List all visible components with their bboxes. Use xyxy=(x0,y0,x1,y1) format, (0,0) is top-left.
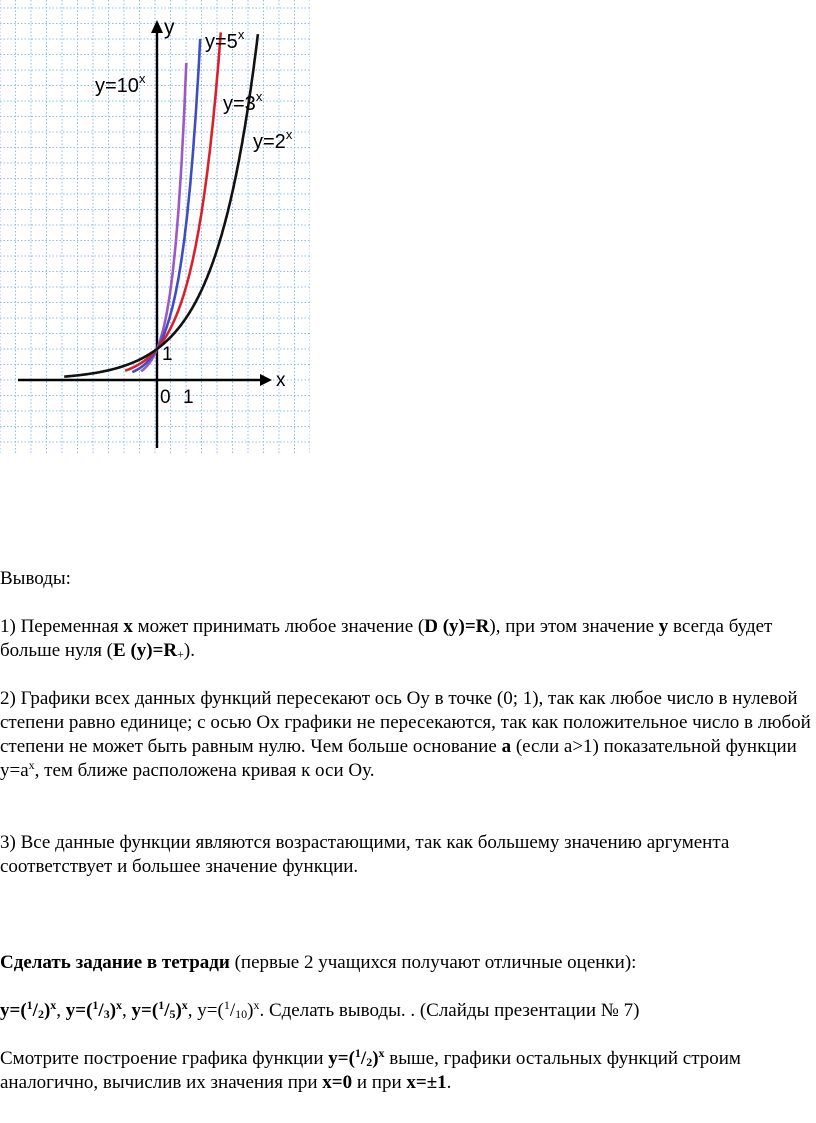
curve-label-5x-base: y=5 xyxy=(205,31,238,53)
c1-t3: ), при этом значение xyxy=(489,616,659,637)
fn-b1: x=0 xyxy=(322,1072,353,1093)
f3-exp: x xyxy=(181,998,188,1012)
c2-b1: a xyxy=(501,736,512,757)
conclusion-2 xyxy=(0,687,812,783)
c2-sup1: x xyxy=(28,758,35,772)
conclusions-heading xyxy=(0,567,812,591)
c1-t1: 1) Переменная xyxy=(0,616,124,637)
final-note xyxy=(0,1047,812,1095)
f2-num: 1 xyxy=(92,998,99,1012)
c1-t5: ). xyxy=(183,640,195,661)
origin-label: 0 xyxy=(160,387,171,408)
fn-t4: . xyxy=(446,1072,452,1093)
fn-den: 2 xyxy=(366,1055,373,1069)
x-unit-label: 1 xyxy=(183,387,194,408)
f1-exp: x xyxy=(50,998,57,1012)
c1-b3: y xyxy=(658,616,669,637)
c1-t4: всегда будет больше нуля ( xyxy=(0,616,773,661)
f1-den: 2 xyxy=(37,1007,44,1021)
f3-den: 5 xyxy=(169,1007,176,1021)
curve-label-3x xyxy=(223,89,263,115)
f4-exp: x xyxy=(253,998,260,1012)
f2-exp: x xyxy=(116,998,123,1012)
y-axis-label: y xyxy=(164,16,175,39)
func-half: $y=(^1/_2)^x$ xyxy=(0,998,57,1021)
x-axis xyxy=(18,374,272,386)
task-functions-text xyxy=(0,999,812,1023)
func-third: $y=(^1/_3)^x$ xyxy=(65,998,123,1021)
conclusions-heading-text: Выводы: xyxy=(0,568,71,589)
f3-post: ) xyxy=(175,1000,182,1021)
final-note-text xyxy=(0,1047,812,1095)
fn-exp: x xyxy=(378,1046,385,1060)
f3-num: 1 xyxy=(158,998,165,1012)
task-rest: (первые 2 учащихся получают отличные оценки): xyxy=(229,952,637,973)
c1-b4-sub: + xyxy=(177,647,184,661)
conclusion-1-text xyxy=(0,615,812,663)
curve-label-3x-base: y=3 xyxy=(223,93,256,115)
f4-pre: y=( xyxy=(197,1000,224,1021)
fn-t3: и при xyxy=(352,1072,407,1093)
x-axis-label: x xyxy=(276,370,286,391)
f4-post: ) xyxy=(247,1000,254,1021)
curve-label-2x xyxy=(253,127,293,153)
curve-label-2x-base: y=2 xyxy=(253,131,286,153)
curve-label-5x-exp: x xyxy=(237,27,245,42)
conclusion-2-text xyxy=(0,687,812,783)
task-tail: . Сделать выводы. . (Слайды презентации № 7) xyxy=(259,1000,640,1021)
task-heading xyxy=(0,951,812,975)
curve-label-10x-base: y=10 xyxy=(95,75,139,97)
fn-post: ) xyxy=(372,1048,379,1069)
y-axis xyxy=(151,20,163,448)
task-functions xyxy=(0,999,812,1023)
func-tenth: $y=(^1/_{10})^x$ xyxy=(197,998,260,1021)
curve-label-2x-exp: x xyxy=(285,127,293,142)
f1-pre: y=( xyxy=(0,1000,27,1021)
c1-b2: D (y)=R xyxy=(424,616,490,637)
conclusion-1 xyxy=(0,615,812,663)
sep1: , xyxy=(56,1000,66,1021)
curve-label-10x xyxy=(95,71,146,97)
curve-label-5x xyxy=(205,27,245,53)
fn-pre: y=( xyxy=(328,1048,355,1069)
sep2: , xyxy=(122,1000,132,1021)
fn-func: $y=(^1/_2)^x$ xyxy=(328,1046,385,1069)
c1-b1: x xyxy=(123,616,133,637)
exponential-functions-graph xyxy=(0,0,310,455)
f2-post: ) xyxy=(109,1000,117,1021)
x-axis-arrow-icon xyxy=(260,374,272,386)
c1-t2: может принимать любое значение ( xyxy=(132,616,425,637)
sep3: , xyxy=(187,1000,198,1021)
curve-5x xyxy=(132,39,200,372)
y-unit-label: 1 xyxy=(162,344,173,365)
curve-label-3x-exp: x xyxy=(255,89,263,104)
curve-label-10x-exp: x xyxy=(138,71,146,86)
f4-den: 10 xyxy=(235,1007,248,1021)
y-axis-arrow-icon xyxy=(151,20,163,33)
c2-t3: , тем ближе расположена кривая к оси Оу. xyxy=(34,760,375,781)
fn-b2: x=±1 xyxy=(406,1072,447,1093)
fn-t1: Смотрите построение графика функции xyxy=(0,1048,329,1069)
conclusion-3 xyxy=(0,831,812,879)
func-fifth: $y=(^1/_5)^x$ xyxy=(131,998,188,1021)
grid-lines xyxy=(0,0,310,455)
f3-pre: y=( xyxy=(131,1000,159,1021)
f1-num: 1 xyxy=(26,998,33,1012)
c2-t1: 2) Графики всех данных функций пересекают ось Оy в точке (0; 1), так как любое число в нулевой степени равно единице; с осью Ох графики не пересекаются, так как положительное число в любой степени не может быть равным нулю. Чем больше основание xyxy=(0,688,811,757)
f2-den: 3 xyxy=(103,1007,110,1021)
f2-pre: y=( xyxy=(65,1000,93,1021)
c1-b4: E (y)=R xyxy=(113,640,178,661)
task-heading-text xyxy=(0,951,812,975)
fn-t2: выше, графики остальных функций строим аналогично, вычислив их значения при xyxy=(0,1048,741,1093)
f1-post: ) xyxy=(43,1000,51,1021)
fn-num: 1 xyxy=(354,1046,361,1060)
c2-t2: (если а>1) показательной функции y=a xyxy=(0,736,797,781)
conclusion-3-text: 3) Все данные функции являются возрастающими, так как большему значению аргумента соответствует и большее значение функции. xyxy=(0,832,730,877)
f4-num: 1 xyxy=(223,998,230,1012)
task-bold: Сделать задание в тетради xyxy=(0,952,230,973)
